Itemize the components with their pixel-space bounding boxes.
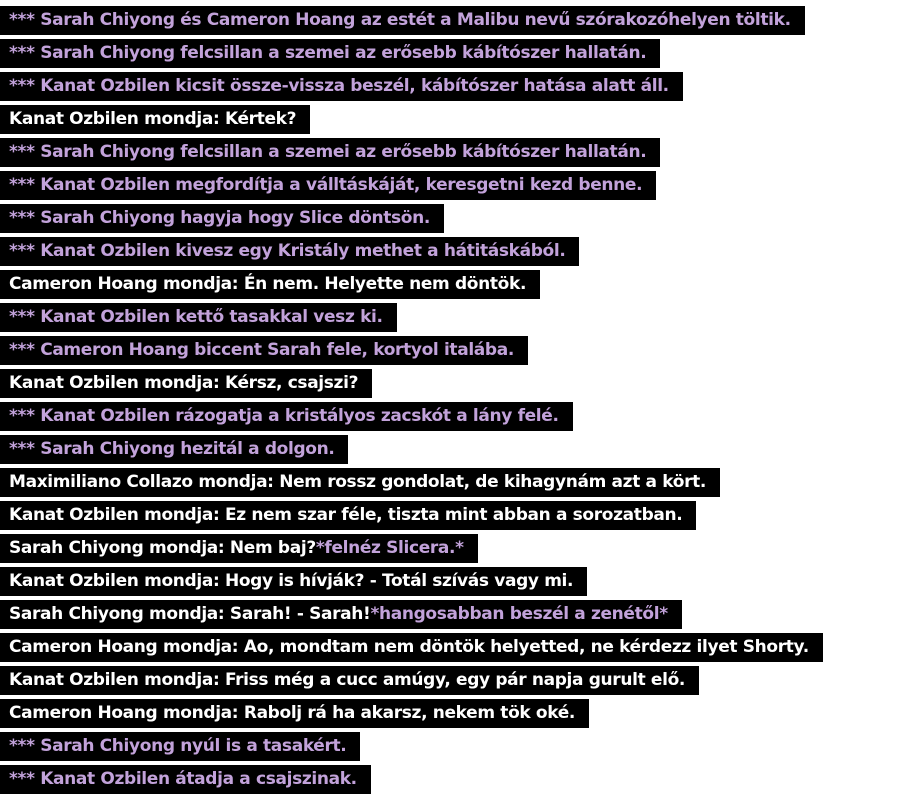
chat-line <box>0 204 906 237</box>
chat-inline-emote: *hangosabban beszél a zenétől* <box>370 604 668 624</box>
chat-line <box>0 402 906 435</box>
chat-line-text: *** Sarah Chiyong hezitál a dolgon. <box>0 435 348 464</box>
chat-line <box>0 138 906 171</box>
chat-line-text: Kanat Ozbilen mondja: Friss még a cucc amúgy, egy pár napja gurult elő. <box>0 666 699 695</box>
chat-line <box>0 765 906 798</box>
chat-line-text: Cameron Hoang mondja: Ao, mondtam nem döntök helyetted, ne kérdezz ilyet Shorty. <box>0 633 823 662</box>
chat-line-text: *** Kanat Ozbilen megfordítja a válltáskáját, keresgetni kezd benne. <box>0 171 656 200</box>
chat-line-text: *** Cameron Hoang biccent Sarah fele, kortyol italába. <box>0 336 528 365</box>
chat-line <box>0 468 906 501</box>
chat-line-text <box>0 600 682 629</box>
chat-line-text: Cameron Hoang mondja: Rabolj rá ha akarsz, nekem tök oké. <box>0 699 589 728</box>
chat-line-text: Maximiliano Collazo mondja: Nem rossz gondolat, de kihagynám azt a kört. <box>0 468 720 497</box>
chat-line-text: *** Sarah Chiyong nyúl is a tasakért. <box>0 732 360 761</box>
chat-line-text: *** Kanat Ozbilen rázogatja a kristályos zacskót a lány felé. <box>0 402 573 431</box>
chat-line-text: *** Kanat Ozbilen átadja a csajszinak. <box>0 765 371 794</box>
chat-line-text <box>0 534 478 563</box>
chat-line-text: Kanat Ozbilen mondja: Kérsz, csajszi? <box>0 369 372 398</box>
chat-line <box>0 270 906 303</box>
chat-line-text: Kanat Ozbilen mondja: Hogy is hívják? - Totál szívás vagy mi. <box>0 567 587 596</box>
chat-line-text: *** Kanat Ozbilen kivesz egy Kristály methet a hátitáskából. <box>0 237 579 266</box>
chat-line-text: *** Sarah Chiyong és Cameron Hoang az estét a Malibu nevű szórakozóhelyen töltik. <box>0 6 805 35</box>
chat-line <box>0 567 906 600</box>
chat-line <box>0 39 906 72</box>
chat-line <box>0 336 906 369</box>
chat-line <box>0 600 906 633</box>
chat-line-text: *** Sarah Chiyong felcsillan a szemei az erősebb kábítószer hallatán. <box>0 39 660 68</box>
chat-line <box>0 303 906 336</box>
chat-line <box>0 171 906 204</box>
chat-line <box>0 699 906 732</box>
chat-line <box>0 501 906 534</box>
chat-line-text: *** Kanat Ozbilen kicsit össze-vissza beszél, kábítószer hatása alatt áll. <box>0 72 683 101</box>
chat-line <box>0 633 906 666</box>
chat-line-text: Cameron Hoang mondja: Én nem. Helyette nem döntök. <box>0 270 540 299</box>
chat-line <box>0 369 906 402</box>
chat-line <box>0 435 906 468</box>
chat-line <box>0 534 906 567</box>
chat-speech: Sarah Chiyong mondja: Sarah! - Sarah! <box>9 604 371 624</box>
chat-line-text: *** Kanat Ozbilen kettő tasakkal vesz ki. <box>0 303 397 332</box>
chat-line <box>0 6 906 39</box>
chat-line-text: Kanat Ozbilen mondja: Ez nem szar féle, tiszta mint abban a sorozatban. <box>0 501 696 530</box>
chat-line <box>0 666 906 699</box>
chat-line <box>0 237 906 270</box>
chat-line <box>0 105 906 138</box>
chat-speech: Sarah Chiyong mondja: Nem baj? <box>9 538 316 558</box>
chat-inline-emote: *felnéz Slicera.* <box>315 538 464 558</box>
chat-line <box>0 732 906 765</box>
chat-line-text: Kanat Ozbilen mondja: Kértek? <box>0 105 310 134</box>
chat-line-text: *** Sarah Chiyong felcsillan a szemei az erősebb kábítószer hallatán. <box>0 138 660 167</box>
chat-line <box>0 72 906 105</box>
chat-line-text: *** Sarah Chiyong hagyja hogy Slice döntsön. <box>0 204 444 233</box>
